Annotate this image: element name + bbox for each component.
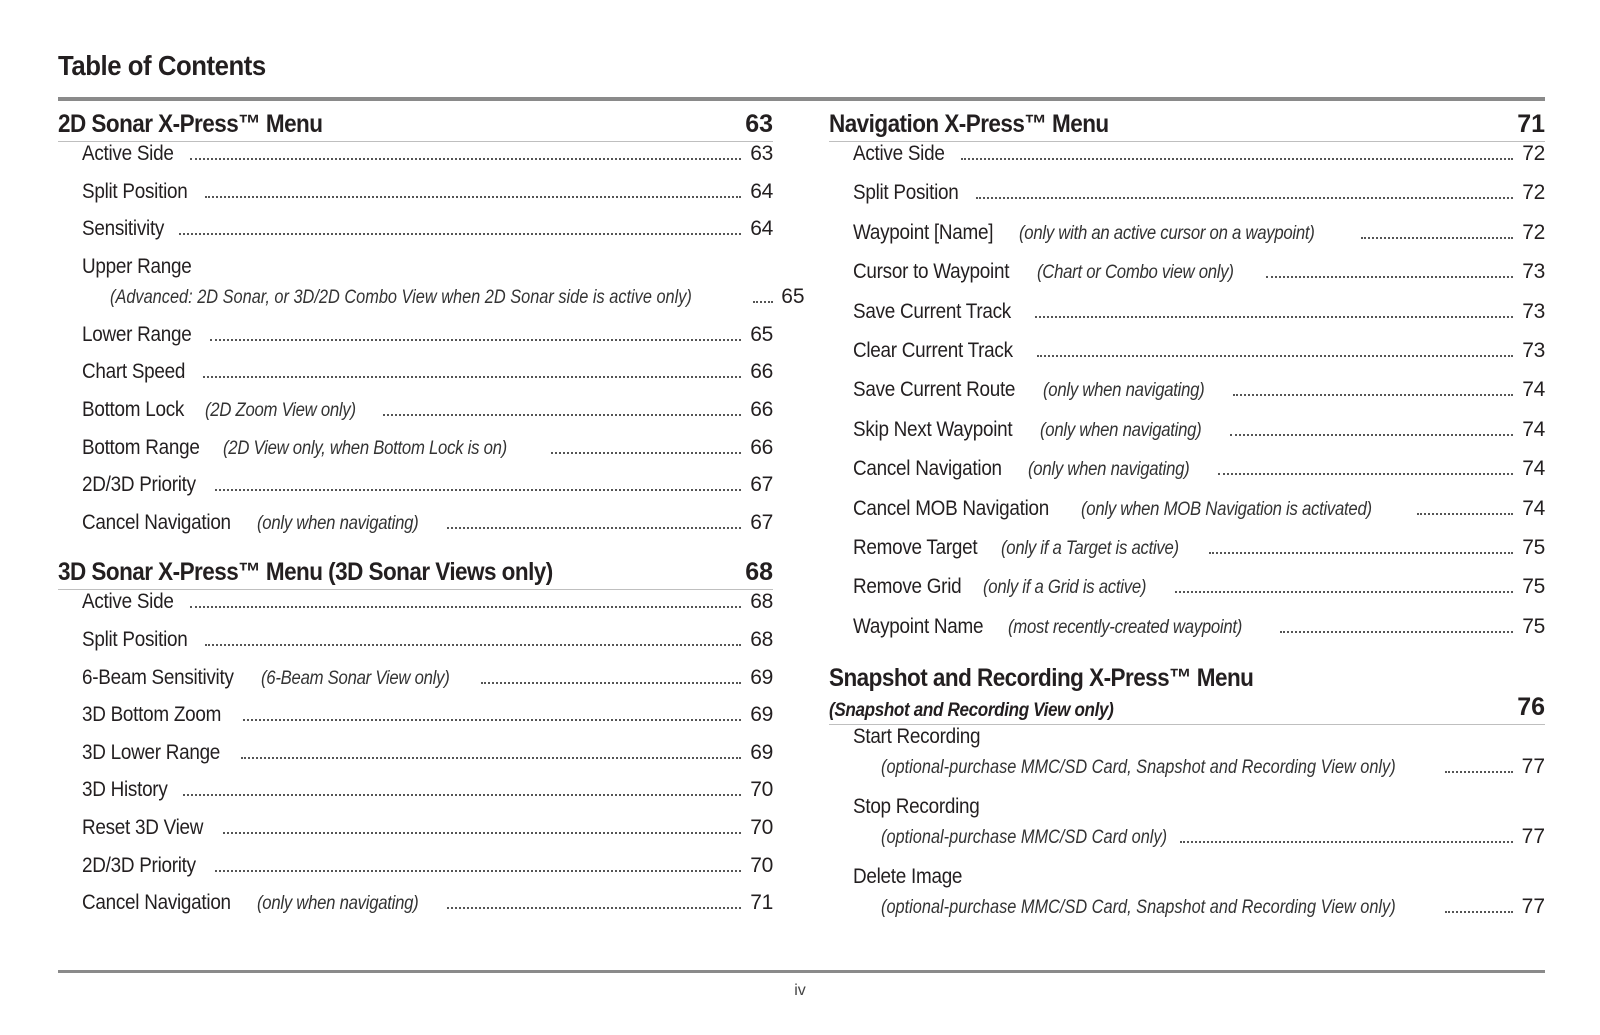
dot-leader bbox=[1209, 552, 1513, 554]
toc-entry[interactable] bbox=[82, 816, 773, 854]
entry-page-number: 67 bbox=[750, 510, 773, 534]
section-title[interactable]: Snapshot and Recording X-Press™ Menu bbox=[829, 664, 1254, 693]
entry-label: Upper Range bbox=[82, 254, 192, 278]
dot-leader bbox=[961, 158, 1513, 160]
dot-leader bbox=[1230, 434, 1513, 436]
entry-label: Split Position bbox=[82, 627, 188, 651]
entry-label: Save Current Route bbox=[853, 378, 1016, 402]
left-column bbox=[58, 110, 805, 939]
dot-leader bbox=[1280, 631, 1513, 633]
entry-note: (only when MOB Navigation is activated) bbox=[1080, 498, 1372, 520]
entry-page-number: 64 bbox=[750, 179, 773, 203]
dot-leader bbox=[1218, 473, 1513, 475]
entry-page-number: 68 bbox=[750, 590, 773, 614]
toc-entry[interactable] bbox=[82, 142, 773, 180]
entry-note: (Advanced: 2D Sonar, or 3D/2D Combo View when 2D Sonar side is active only) bbox=[110, 286, 692, 308]
entry-label: 3D Bottom Zoom bbox=[82, 703, 222, 727]
dot-leader bbox=[179, 233, 741, 235]
dot-leader bbox=[190, 158, 741, 160]
entry-label: Bottom Lock bbox=[82, 397, 185, 421]
entry-page-number: 71 bbox=[750, 891, 773, 915]
entry-note: (only with an active cursor on a waypoint) bbox=[1018, 222, 1315, 244]
dot-leader bbox=[1417, 513, 1513, 515]
entry-page-number: 66 bbox=[750, 360, 773, 384]
section-title[interactable]: 2D Sonar X-Press™ Menu bbox=[58, 110, 323, 138]
dot-leader bbox=[447, 907, 741, 909]
entry-note: (most recently-created waypoint) bbox=[1007, 616, 1242, 638]
toc-entry[interactable] bbox=[82, 254, 805, 323]
entry-note: (6-Beam Sonar View only) bbox=[260, 667, 450, 689]
toc-entry[interactable] bbox=[853, 339, 1545, 378]
entry-page-number: 73 bbox=[1522, 260, 1545, 284]
entry-label: Reset 3D View bbox=[82, 815, 204, 839]
toc-entry[interactable] bbox=[82, 666, 773, 704]
toc-entry[interactable] bbox=[853, 418, 1545, 457]
section-page-number[interactable]: 68 bbox=[745, 558, 773, 587]
dot-leader bbox=[481, 682, 741, 684]
entry-page-number: 74 bbox=[1522, 496, 1545, 520]
entry-list bbox=[829, 142, 1545, 654]
entry-page-number: 70 bbox=[750, 778, 773, 802]
entry-page-number: 65 bbox=[750, 322, 773, 346]
toc-entry[interactable] bbox=[82, 360, 773, 398]
entry-label: Skip Next Waypoint bbox=[853, 417, 1013, 441]
entry-page-number: 77 bbox=[1521, 755, 1545, 779]
entry-label: 6-Beam Sensitivity bbox=[82, 665, 234, 689]
dot-leader bbox=[1035, 316, 1514, 318]
entry-page-number: 69 bbox=[750, 703, 773, 727]
entry-label: Active Side bbox=[82, 142, 174, 165]
entry-label: Waypoint Name bbox=[853, 614, 984, 638]
entry-page-number: 65 bbox=[781, 284, 805, 308]
toc-entry[interactable] bbox=[853, 378, 1545, 417]
entry-note: (only when navigating) bbox=[1043, 380, 1205, 402]
section-page-number[interactable]: 71 bbox=[1517, 110, 1545, 138]
dot-leader bbox=[1445, 771, 1513, 773]
entry-note: (only when navigating) bbox=[257, 512, 419, 534]
section-heading bbox=[58, 558, 773, 590]
dot-leader bbox=[753, 301, 773, 303]
entry-label: Save Current Track bbox=[853, 299, 1011, 323]
dot-leader bbox=[447, 527, 741, 529]
entry-page-number: 69 bbox=[750, 740, 773, 764]
entry-page-number: 75 bbox=[1522, 535, 1545, 559]
toc-entry[interactable] bbox=[82, 590, 773, 628]
entry-page-number: 66 bbox=[750, 397, 773, 421]
toc-entry[interactable] bbox=[82, 398, 773, 436]
toc-entry[interactable] bbox=[853, 725, 1545, 795]
entry-label: Start Recording bbox=[853, 725, 981, 749]
toc-entry[interactable] bbox=[82, 854, 773, 892]
toc-section bbox=[829, 664, 1545, 935]
entry-list bbox=[58, 142, 805, 548]
entry-note: (optional-purchase MMC/SD Card only) bbox=[881, 827, 1168, 849]
entry-page-number: 74 bbox=[1522, 378, 1545, 402]
toc-entry[interactable] bbox=[82, 323, 773, 361]
section-title[interactable]: Navigation X-Press™ Menu bbox=[829, 110, 1109, 138]
entry-page-number: 67 bbox=[750, 473, 773, 497]
section-heading bbox=[58, 110, 773, 142]
entry-page-number: 64 bbox=[750, 217, 773, 241]
toc-section bbox=[58, 110, 805, 548]
entry-page-number: 66 bbox=[750, 435, 773, 459]
toc-entry[interactable] bbox=[853, 260, 1545, 299]
dot-leader bbox=[241, 757, 741, 759]
entry-label: Active Side bbox=[853, 142, 945, 165]
entry-label: Cancel MOB Navigation bbox=[853, 496, 1050, 520]
entry-label: Delete Image bbox=[853, 865, 963, 889]
toc-entry[interactable] bbox=[853, 497, 1545, 536]
entry-label: Active Side bbox=[82, 590, 174, 614]
entry-label: Stop Recording bbox=[853, 795, 980, 819]
entry-label: 3D Lower Range bbox=[82, 740, 221, 764]
entry-label: Waypoint [Name] bbox=[853, 220, 994, 244]
entry-page-number: 77 bbox=[1521, 895, 1545, 919]
entry-label: Remove Target bbox=[853, 535, 978, 559]
entry-label: Cursor to Waypoint bbox=[853, 260, 1010, 284]
entry-page-number: 70 bbox=[750, 853, 773, 877]
dot-leader bbox=[183, 794, 741, 796]
dot-leader bbox=[1175, 591, 1513, 593]
dot-leader bbox=[1361, 237, 1513, 239]
right-column bbox=[829, 110, 1545, 945]
entry-page-number: 74 bbox=[1522, 417, 1545, 441]
entry-label: Clear Current Track bbox=[853, 338, 1013, 362]
dot-leader bbox=[215, 870, 742, 872]
dot-leader bbox=[215, 489, 742, 491]
entry-page-number: 63 bbox=[750, 142, 773, 165]
toc-entry[interactable] bbox=[82, 473, 773, 511]
entry-label: Split Position bbox=[853, 181, 959, 205]
entry-label: Split Position bbox=[82, 179, 188, 203]
entry-continuation bbox=[853, 755, 1545, 795]
entry-page-number: 70 bbox=[750, 815, 773, 839]
dot-leader bbox=[383, 414, 741, 416]
entry-label: 2D/3D Priority bbox=[82, 853, 196, 877]
toc-entry[interactable] bbox=[853, 865, 1545, 935]
entry-continuation bbox=[853, 825, 1545, 865]
footer-rule bbox=[58, 970, 1545, 973]
header-rule bbox=[58, 97, 1545, 101]
dot-leader bbox=[1445, 911, 1513, 913]
dot-leader bbox=[190, 606, 741, 608]
entry-note: (only when navigating) bbox=[1040, 419, 1202, 441]
entry-list bbox=[829, 725, 1545, 935]
entry-page-number: 73 bbox=[1522, 338, 1545, 362]
toc-entry[interactable] bbox=[82, 436, 773, 474]
entry-list bbox=[58, 590, 773, 928]
toc-entry[interactable] bbox=[853, 575, 1545, 614]
page-title: Table of Contents bbox=[58, 50, 266, 81]
entry-page-number: 75 bbox=[1522, 575, 1545, 599]
dot-leader bbox=[1037, 355, 1513, 357]
toc-entry[interactable] bbox=[853, 221, 1545, 260]
entry-note: (Chart or Combo view only) bbox=[1036, 262, 1234, 284]
entry-page-number: 69 bbox=[750, 665, 773, 689]
dot-leader bbox=[205, 644, 741, 646]
entry-label: Sensitivity bbox=[82, 217, 165, 241]
entry-label: 2D/3D Priority bbox=[82, 473, 196, 497]
entry-note: (2D View only, when Bottom Lock is on) bbox=[222, 437, 507, 459]
entry-page-number: 75 bbox=[1522, 614, 1545, 638]
entry-label: Cancel Navigation bbox=[82, 891, 231, 915]
dot-leader bbox=[1180, 841, 1513, 843]
entry-note: (optional-purchase MMC/SD Card, Snapshot and Recording View only) bbox=[881, 897, 1396, 919]
toc-entry[interactable] bbox=[82, 891, 773, 929]
dot-leader bbox=[205, 196, 741, 198]
entry-note: (only when navigating) bbox=[257, 893, 419, 915]
entry-note: (2D Zoom View only) bbox=[205, 399, 357, 421]
section-page-number[interactable]: 76 bbox=[1517, 693, 1545, 722]
toc-section bbox=[58, 558, 773, 928]
entry-page-number: 68 bbox=[750, 627, 773, 651]
dot-leader bbox=[223, 832, 741, 834]
toc-entry[interactable] bbox=[853, 181, 1545, 220]
toc-entry[interactable] bbox=[853, 615, 1545, 654]
entry-page-number: 77 bbox=[1521, 825, 1545, 849]
toc-entry[interactable] bbox=[853, 142, 1545, 181]
entry-continuation bbox=[853, 895, 1545, 935]
entry-note: (optional-purchase MMC/SD Card, Snapshot and Recording View only) bbox=[881, 757, 1396, 779]
toc-entry[interactable] bbox=[82, 217, 773, 255]
entry-note: (only if a Grid is active) bbox=[983, 577, 1147, 599]
toc-entry[interactable] bbox=[82, 511, 773, 549]
entry-label: Remove Grid bbox=[853, 575, 962, 599]
toc-entry[interactable] bbox=[82, 778, 773, 816]
dot-leader bbox=[976, 197, 1513, 199]
entry-label: 3D History bbox=[82, 778, 168, 802]
section-heading bbox=[829, 110, 1545, 142]
entry-note: (only if a Target is active) bbox=[1001, 537, 1179, 559]
dot-leader bbox=[1233, 394, 1513, 396]
section-page-number[interactable]: 63 bbox=[745, 110, 773, 138]
toc-entry[interactable] bbox=[82, 628, 773, 666]
entry-page-number: 72 bbox=[1522, 220, 1545, 244]
toc-entry[interactable] bbox=[82, 741, 773, 779]
entry-page-number: 73 bbox=[1522, 299, 1545, 323]
entry-note: (only when navigating) bbox=[1028, 459, 1190, 481]
entry-continuation bbox=[82, 284, 805, 323]
section-title[interactable]: 3D Sonar X-Press™ Menu (3D Sonar Views only) bbox=[58, 558, 553, 587]
dot-leader bbox=[551, 452, 741, 454]
section-subheading bbox=[829, 693, 1545, 725]
entry-label: Bottom Range bbox=[82, 435, 200, 459]
dot-leader bbox=[1266, 276, 1513, 278]
toc-entry[interactable] bbox=[82, 703, 773, 741]
entry-page-number: 72 bbox=[1522, 181, 1545, 205]
entry-label: Chart Speed bbox=[82, 360, 186, 384]
toc-entry[interactable] bbox=[853, 457, 1545, 496]
entry-page-number: 74 bbox=[1522, 457, 1545, 481]
entry-label: Cancel Navigation bbox=[853, 457, 1002, 481]
toc-entry[interactable] bbox=[853, 300, 1545, 339]
entry-label: Lower Range bbox=[82, 322, 192, 346]
toc-entry[interactable] bbox=[853, 536, 1545, 575]
toc-section bbox=[829, 110, 1545, 654]
toc-entry[interactable] bbox=[853, 795, 1545, 865]
dot-leader bbox=[210, 339, 741, 341]
page-number: iv bbox=[794, 982, 806, 999]
dot-leader bbox=[243, 719, 741, 721]
entry-label: Cancel Navigation bbox=[82, 510, 231, 534]
section-heading bbox=[829, 664, 1545, 693]
dot-leader bbox=[203, 376, 741, 378]
section-subtitle: (Snapshot and Recording View only) bbox=[829, 700, 1114, 722]
toc-entry[interactable] bbox=[82, 180, 773, 218]
entry-page-number: 72 bbox=[1522, 142, 1545, 165]
